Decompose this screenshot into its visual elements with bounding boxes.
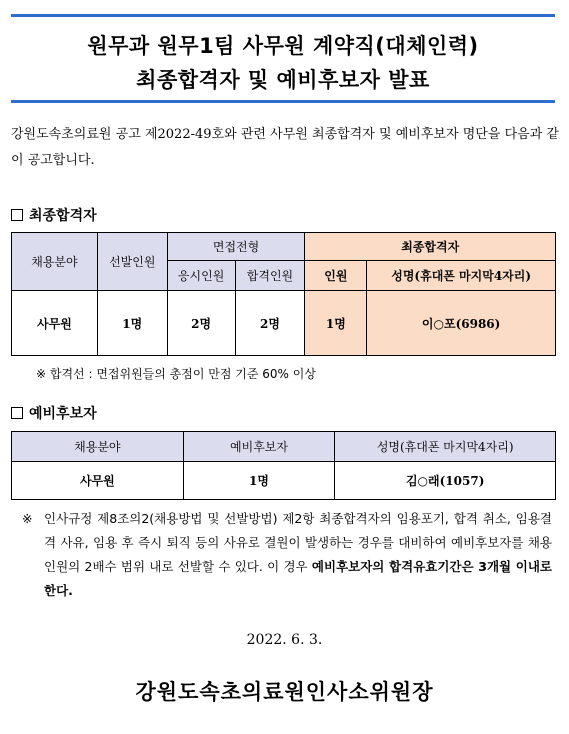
title-top-rule <box>11 14 555 17</box>
cell-count: 1명 <box>305 291 367 356</box>
title-bottom-rule <box>11 100 555 103</box>
reserve-table <box>11 431 556 500</box>
cell-select: 1명 <box>97 291 167 356</box>
title-line-2: 최종합격자 및 예비후보자 발표 <box>136 68 430 92</box>
cell-name: 이○포(6986) <box>367 291 556 356</box>
note-bold-text: 예비후보자의 합격유효기간은 3개월 이내로 한다. <box>44 559 552 598</box>
reserve-cell-name: 김○래(1057) <box>335 462 556 500</box>
reserve-rule-note <box>22 507 552 603</box>
section-reserve-label: 예비후보자 <box>29 406 97 422</box>
header-select: 선발인원 <box>97 233 167 291</box>
header-name: 성명(휴대폰 마지막4자리) <box>367 261 556 291</box>
final-table <box>11 232 556 356</box>
reserve-cell-reserve: 1명 <box>183 462 335 500</box>
reserve-header-reserve: 예비후보자 <box>183 432 335 462</box>
header-field: 채용분야 <box>12 233 98 291</box>
section-final-heading <box>11 205 97 225</box>
cell-passed: 2명 <box>235 291 305 356</box>
note-mark: ※ <box>22 511 33 526</box>
header-final: 최종합격자 <box>305 233 556 261</box>
notice-date: 2022. 6. 3. <box>246 632 323 648</box>
reserve-cell-field: 사무원 <box>12 462 184 500</box>
section-reserve-heading <box>11 403 97 423</box>
square-bullet-icon <box>11 209 23 221</box>
reserve-header-name: 성명(휴대폰 마지막4자리) <box>335 432 556 462</box>
intro-paragraph: 강원도속초의료원 공고 제2022-49호와 관련 사무원 최종합격자 및 예비후보자 명단을 다음과 같이 공고합니다. <box>11 127 559 168</box>
signature: 강원도속초의료원인사소위원장 <box>135 679 434 704</box>
note-text: 인사규정 제8조의2(채용방법 및 선발방법) 제2항 최종합격자의 임용포기, 합격 취소, 임용결격 사유, 임용 후 즉시 퇴직 등의 사유로 결원이 발생하는 경우를 대비하여 예비후보자를 채용인원의 2배수 범위 내로 선발할 수 있다. 이 경우 <box>44 511 552 574</box>
header-applicants: 응시인원 <box>167 261 235 291</box>
section-final-label: 최종합격자 <box>29 208 97 224</box>
header-passed: 합격인원 <box>235 261 305 291</box>
cell-applicants: 2명 <box>167 291 235 356</box>
cell-field: 사무원 <box>12 291 98 356</box>
title-line-1: 원무과 원무1팀 사무원 계약직(대체인력) <box>87 34 479 58</box>
header-count: 인원 <box>305 261 367 291</box>
pass-line-note: ※ 합격선 : 면접위원들의 총점이 만점 기준 60% 이상 <box>36 367 316 381</box>
reserve-header-field: 채용분야 <box>12 432 184 462</box>
title-box <box>11 14 555 104</box>
header-interview: 면접전형 <box>167 233 305 261</box>
square-bullet-icon <box>11 407 23 419</box>
